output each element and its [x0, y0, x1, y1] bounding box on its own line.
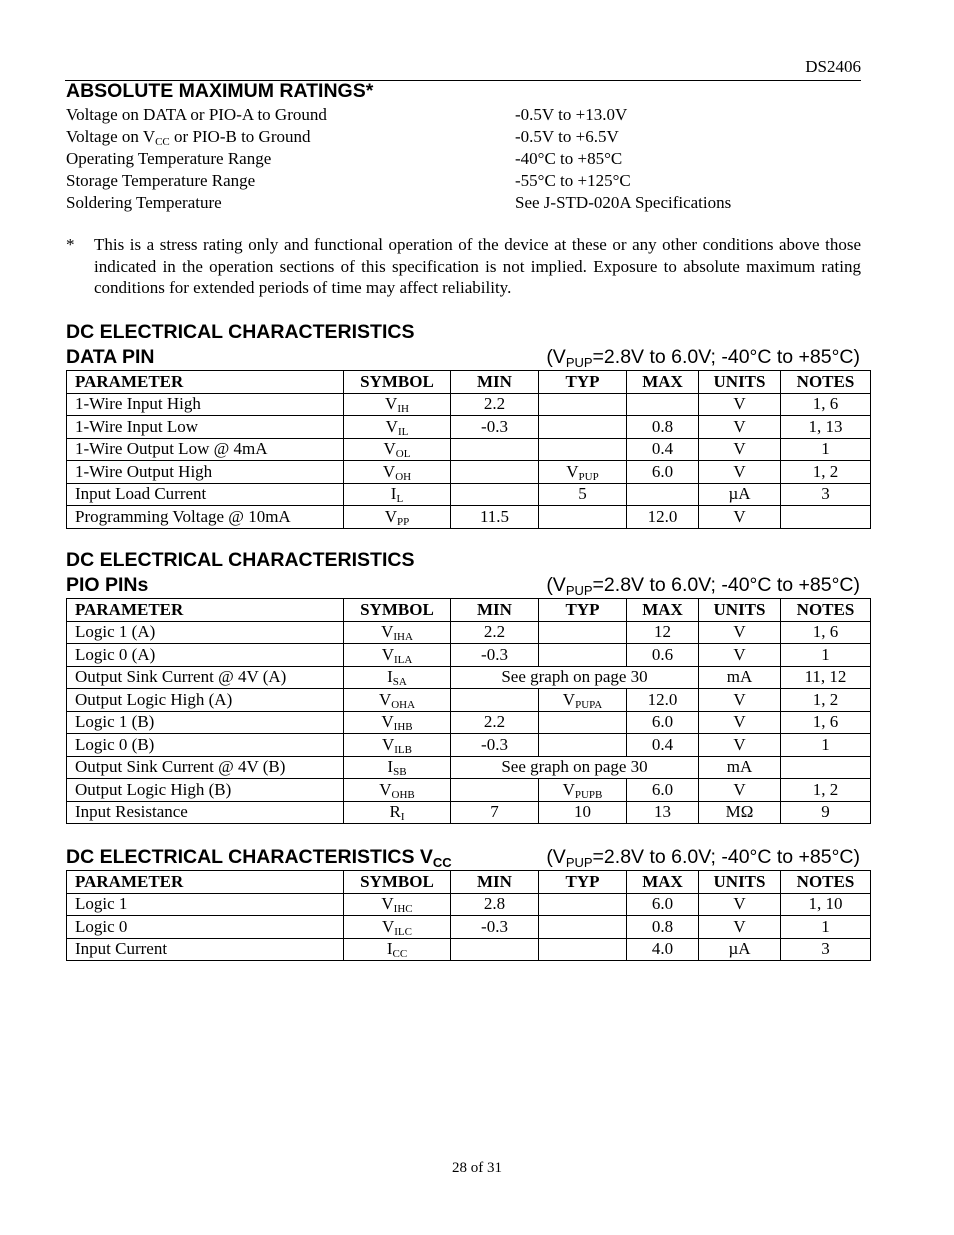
column-header: SYMBOL	[344, 599, 451, 622]
pio-pins-conditions: ($V_{PUP}=2.8V$ to 6.0V; -40°C to +85°C)	[546, 574, 860, 598]
graph-reference-cell: See graph on page 30	[451, 756, 699, 779]
max-cell: 6.0	[627, 711, 699, 734]
symbol-cell	[344, 393, 451, 416]
min-cell: 11.5	[451, 506, 539, 529]
min-cell: 2.2	[451, 621, 539, 644]
units-cell: mA	[699, 756, 781, 779]
column-header: TYP	[539, 871, 627, 894]
symbol-cell	[344, 644, 451, 667]
min-cell: -0.3	[451, 916, 539, 939]
min-cell: 2.8	[451, 893, 539, 916]
symbol-subscript: IL	[397, 425, 409, 438]
parameter-cell: Logic 0 (A)	[67, 644, 344, 667]
symbol-cell	[344, 938, 451, 961]
notes-cell: 1, 2	[781, 779, 871, 802]
column-header: MAX	[627, 599, 699, 622]
parameter-cell: 1-Wire Output Low @ 4mA	[67, 438, 344, 461]
data-pin-conditions: ($V_{PUP}=2.8V$ to 6.0V; -40°C to +85°C)	[546, 346, 860, 370]
abs-max-label: Soldering Temperature	[66, 193, 222, 212]
typ-cell	[539, 938, 627, 961]
min-cell: 2.2	[451, 393, 539, 416]
symbol-cell	[344, 666, 451, 689]
notes-cell: 9	[781, 801, 871, 824]
max-cell: 0.4	[627, 438, 699, 461]
symbol-cell	[344, 461, 451, 484]
abs-max-value: -40°C to +85°C	[515, 149, 623, 168]
typ-cell	[539, 393, 627, 416]
abs-max-label: Voltage on $V_{CC}$ or PIO-B to Ground	[66, 127, 311, 148]
notes-cell: 1, 6	[781, 621, 871, 644]
symbol-letter: V	[381, 644, 394, 664]
table-header-row	[67, 371, 871, 394]
vcc-table	[66, 870, 871, 961]
symbol-letter: R	[389, 802, 401, 822]
typ-subscript: PUPA	[575, 698, 603, 711]
abs-max-footnote	[66, 234, 861, 299]
notes-cell: 1, 6	[781, 393, 871, 416]
typ-cell	[539, 689, 627, 712]
document-id: DS2406	[805, 57, 861, 76]
typ-cell	[539, 438, 627, 461]
min-cell	[451, 438, 539, 461]
symbol-subscript: ILA	[393, 653, 413, 666]
symbol-letter: V	[384, 506, 398, 526]
symbol-letter: V	[382, 461, 396, 481]
min-cell	[451, 689, 539, 712]
parameter-cell: Programming Voltage @ 10mA	[67, 506, 344, 529]
column-header: UNITS	[699, 371, 781, 394]
data-pin-table	[66, 370, 871, 529]
column-header: TYP	[539, 599, 627, 622]
symbol-subscript: SB	[393, 766, 407, 779]
table-row	[67, 689, 871, 712]
notes-cell: 1, 2	[781, 689, 871, 712]
typ-cell	[539, 916, 627, 939]
abs-max-value: -55°C to +125°C	[515, 171, 631, 190]
max-cell: 6.0	[627, 893, 699, 916]
typ-cell	[539, 621, 627, 644]
symbol-cell	[344, 416, 451, 439]
min-cell: 2.2	[451, 711, 539, 734]
pio-pins-title: DC ELECTRICAL CHARACTERISTICS	[66, 549, 415, 571]
symbol-subscript: I	[400, 811, 405, 824]
notes-cell	[781, 506, 871, 529]
abs-max-label: Voltage on DATA or PIO-A to Ground	[66, 105, 327, 124]
page-number: 28 of 31	[452, 1160, 502, 1176]
units-cell: V	[699, 621, 781, 644]
typ-subscript: PUP	[578, 470, 599, 483]
symbol-letter: V	[383, 439, 396, 459]
min-cell: -0.3	[451, 416, 539, 439]
units-cell: mA	[699, 666, 781, 689]
abs-max-value: -0.5V to +6.5V	[515, 127, 619, 146]
column-header: SYMBOL	[344, 871, 451, 894]
symbol-subscript: IHB	[393, 721, 413, 734]
symbol-letter: I	[390, 484, 397, 504]
column-header: NOTES	[781, 371, 871, 394]
table-row	[67, 801, 871, 824]
column-header: TYP	[539, 371, 627, 394]
symbol-cell	[344, 779, 451, 802]
column-header: UNITS	[699, 871, 781, 894]
symbol-letter: I	[386, 939, 393, 959]
symbol-cell	[344, 621, 451, 644]
typ-value: V	[566, 461, 579, 481]
table-row	[67, 734, 871, 757]
notes-cell: 11, 12	[781, 666, 871, 689]
symbol-letter: V	[381, 916, 395, 936]
abs-max-row	[66, 104, 866, 126]
symbol-subscript: L	[396, 493, 404, 506]
typ-cell	[539, 779, 627, 802]
parameter-cell: 1-Wire Input High	[67, 393, 344, 416]
table-row	[67, 506, 871, 529]
symbol-cell	[344, 893, 451, 916]
symbol-letter: V	[385, 416, 398, 436]
symbol-letter: V	[381, 712, 394, 732]
parameter-cell: Input Current	[67, 938, 344, 961]
units-cell: V	[699, 734, 781, 757]
symbol-letter: V	[385, 394, 398, 414]
symbol-cell	[344, 483, 451, 506]
notes-cell: 3	[781, 938, 871, 961]
table-row	[67, 483, 871, 506]
units-cell: V	[699, 779, 781, 802]
units-cell: V	[699, 711, 781, 734]
table-row	[67, 916, 871, 939]
column-header: MAX	[627, 871, 699, 894]
footnote-text: This is a stress rating only and functional operation of the device at these or any other conditions above those indicated in the operation sections of this specification is not implied. Exposure to absolute maximum rating conditions for extended periods of time may affect reliability.	[94, 235, 861, 297]
notes-cell: 1	[781, 438, 871, 461]
notes-cell: 1, 2	[781, 461, 871, 484]
max-cell: 12.0	[627, 506, 699, 529]
symbol-cell	[344, 756, 451, 779]
min-cell	[451, 779, 539, 802]
max-cell: 0.4	[627, 734, 699, 757]
symbol-subscript: OHA	[391, 698, 416, 711]
symbol-cell	[344, 734, 451, 757]
symbol-cell	[344, 689, 451, 712]
typ-subscript: PUPB	[574, 788, 603, 801]
table-row	[67, 711, 871, 734]
abs-max-label: Operating Temperature Range	[66, 149, 272, 168]
table-row	[67, 756, 871, 779]
typ-value: 10	[574, 802, 591, 822]
parameter-cell: Input Load Current	[67, 483, 344, 506]
table-row	[67, 416, 871, 439]
symbol-subscript: OHB	[391, 788, 415, 801]
table-row	[67, 666, 871, 689]
vcc-title: DC ELECTRICAL CHARACTERISTICS $V_{CC}$	[66, 846, 452, 870]
parameter-cell: 1-Wire Input Low	[67, 416, 344, 439]
max-cell: 13	[627, 801, 699, 824]
abs-max-row	[66, 170, 866, 192]
symbol-cell	[344, 438, 451, 461]
typ-cell	[539, 461, 627, 484]
parameter-cell: Output Sink Current @ 4V (A)	[67, 666, 344, 689]
parameter-cell: Output Sink Current @ 4V (B)	[67, 756, 344, 779]
max-cell: 6.0	[627, 461, 699, 484]
units-cell: V	[699, 438, 781, 461]
max-cell	[627, 393, 699, 416]
abs-max-value: See J-STD-020A Specifications	[515, 193, 732, 212]
max-cell: 0.6	[627, 644, 699, 667]
typ-cell	[539, 506, 627, 529]
min-cell: 7	[451, 801, 539, 824]
parameter-cell: Output Logic High (A)	[67, 689, 344, 712]
typ-cell	[539, 734, 627, 757]
table-row	[67, 644, 871, 667]
max-cell: 0.8	[627, 916, 699, 939]
typ-value: 5	[578, 484, 587, 504]
abs-max-row	[66, 192, 866, 214]
typ-cell	[539, 644, 627, 667]
data-pin-subtitle: DATA PIN	[66, 346, 155, 368]
min-cell: -0.3	[451, 644, 539, 667]
max-cell: 12	[627, 621, 699, 644]
symbol-subscript: CC	[392, 948, 408, 961]
parameter-cell: 1-Wire Output High	[67, 461, 344, 484]
vcc-conditions: ($V_{PUP}=2.8V$ to 6.0V; -40°C to +85°C)	[546, 846, 860, 870]
symbol-letter: I	[387, 757, 394, 777]
table-row	[67, 779, 871, 802]
parameter-cell: Logic 1	[67, 893, 344, 916]
column-header: NOTES	[781, 599, 871, 622]
units-cell: V	[699, 506, 781, 529]
table-row	[67, 393, 871, 416]
column-header: PARAMETER	[67, 371, 344, 394]
abs-max-row	[66, 126, 866, 148]
table-header-row	[67, 599, 871, 622]
units-cell: µA	[699, 938, 781, 961]
min-cell: -0.3	[451, 734, 539, 757]
symbol-cell	[344, 801, 451, 824]
graph-reference-cell: See graph on page 30	[451, 666, 699, 689]
pio-pins-subtitle: PIO PINs	[66, 574, 149, 596]
symbol-subscript: ILB	[394, 743, 412, 756]
notes-cell: 3	[781, 483, 871, 506]
symbol-cell	[344, 506, 451, 529]
pio-pins-table	[66, 598, 871, 824]
units-cell: V	[699, 893, 781, 916]
typ-cell	[539, 801, 627, 824]
column-header: PARAMETER	[67, 871, 344, 894]
abs-max-value: -0.5V to +13.0V	[515, 105, 628, 124]
notes-cell: 1, 6	[781, 711, 871, 734]
column-header: PARAMETER	[67, 599, 344, 622]
max-cell: 6.0	[627, 779, 699, 802]
abs-max-title: ABSOLUTE MAXIMUM RATINGS*	[66, 80, 374, 102]
parameter-cell: Logic 1 (A)	[67, 621, 344, 644]
parameter-cell: Output Logic High (B)	[67, 779, 344, 802]
column-header: MIN	[451, 599, 539, 622]
parameter-cell: Logic 1 (B)	[67, 711, 344, 734]
table-row	[67, 461, 871, 484]
symbol-subscript: IHA	[393, 631, 413, 644]
max-cell: 12.0	[627, 689, 699, 712]
units-cell: V	[699, 689, 781, 712]
max-cell	[627, 483, 699, 506]
units-cell: V	[699, 644, 781, 667]
notes-cell: 1, 13	[781, 416, 871, 439]
notes-cell: 1	[781, 916, 871, 939]
typ-cell	[539, 711, 627, 734]
typ-cell	[539, 416, 627, 439]
units-cell: V	[699, 393, 781, 416]
max-cell: 4.0	[627, 938, 699, 961]
notes-cell: 1	[781, 734, 871, 757]
symbol-cell	[344, 916, 451, 939]
min-cell	[451, 938, 539, 961]
notes-cell: 1	[781, 644, 871, 667]
max-cell: 0.8	[627, 416, 699, 439]
units-cell: MΩ	[699, 801, 781, 824]
symbol-letter: V	[379, 779, 392, 799]
symbol-subscript: OL	[395, 448, 411, 461]
units-cell: V	[699, 416, 781, 439]
parameter-cell: Input Resistance	[67, 801, 344, 824]
column-header: NOTES	[781, 871, 871, 894]
column-header: MAX	[627, 371, 699, 394]
symbol-letter: V	[381, 622, 394, 642]
notes-cell	[781, 756, 871, 779]
symbol-letter: I	[387, 667, 393, 687]
symbol-letter: V	[381, 734, 395, 754]
min-cell	[451, 483, 539, 506]
column-header: SYMBOL	[344, 371, 451, 394]
table-header-row	[67, 871, 871, 894]
parameter-cell: Logic 0	[67, 916, 344, 939]
abs-max-row	[66, 148, 866, 170]
notes-cell: 1, 10	[781, 893, 871, 916]
table-row	[67, 938, 871, 961]
symbol-subscript: IH	[397, 403, 409, 416]
units-cell: µA	[699, 483, 781, 506]
symbol-subscript: PP	[397, 515, 410, 528]
typ-cell	[539, 483, 627, 506]
typ-value: V	[562, 779, 575, 799]
table-row	[67, 438, 871, 461]
table-row	[67, 893, 871, 916]
symbol-subscript: IHC	[393, 903, 413, 916]
symbol-subscript: SA	[392, 676, 407, 689]
table-row	[67, 621, 871, 644]
typ-value: V	[562, 689, 576, 709]
data-pin-title: DC ELECTRICAL CHARACTERISTICS	[66, 321, 415, 343]
symbol-cell	[344, 711, 451, 734]
column-header: UNITS	[699, 599, 781, 622]
symbol-letter: V	[381, 894, 394, 914]
typ-cell	[539, 893, 627, 916]
symbol-subscript: ILC	[394, 925, 412, 938]
units-cell: V	[699, 461, 781, 484]
units-cell: V	[699, 916, 781, 939]
column-header: MIN	[451, 871, 539, 894]
parameter-cell: Logic 0 (B)	[67, 734, 344, 757]
column-header: MIN	[451, 371, 539, 394]
symbol-subscript: OH	[395, 470, 412, 483]
footnote-mark: *	[66, 235, 75, 254]
abs-max-label: Storage Temperature Range	[66, 171, 256, 190]
min-cell	[451, 461, 539, 484]
symbol-letter: V	[378, 689, 392, 709]
